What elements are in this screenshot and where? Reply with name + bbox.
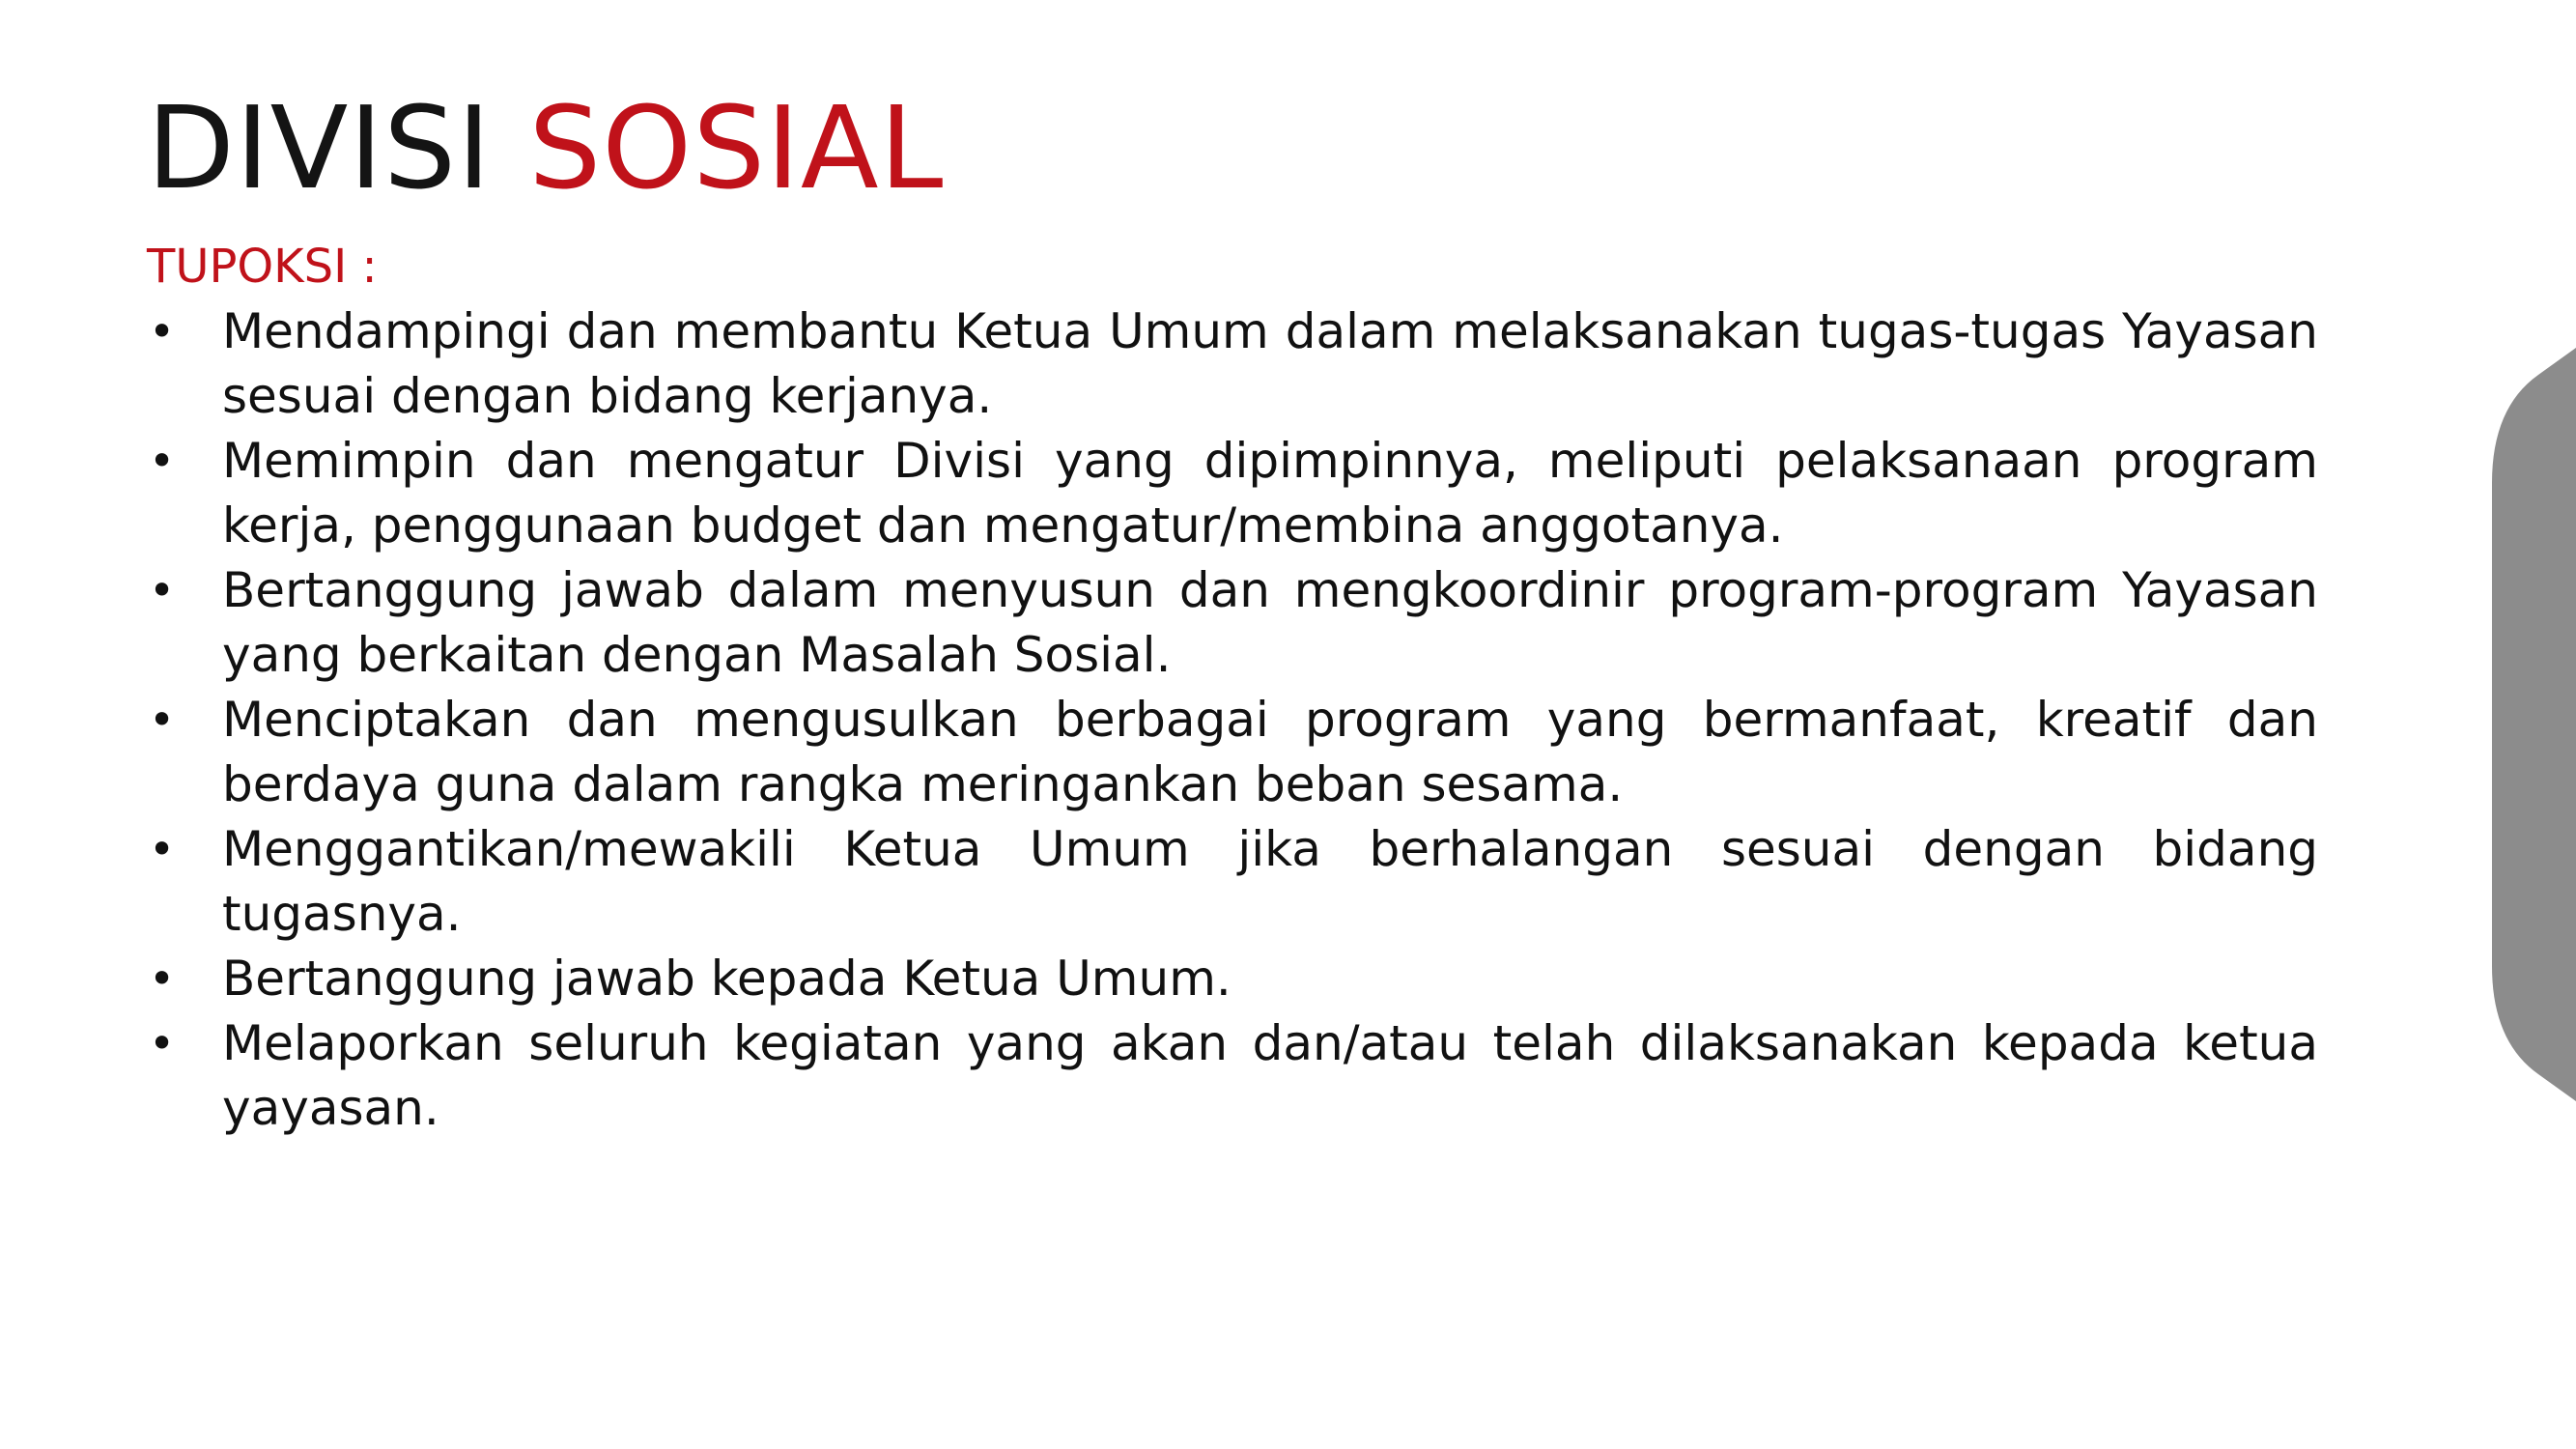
bullet-icon: • xyxy=(149,952,176,1005)
bullet-icon: • xyxy=(149,564,176,616)
side-decoration-tab xyxy=(2490,348,2576,1101)
duties-list xyxy=(147,299,2318,1141)
list-item xyxy=(147,688,2318,817)
list-item xyxy=(147,299,2318,429)
title-word-sosial: SOSIAL xyxy=(528,81,945,214)
list-item xyxy=(147,1011,2318,1141)
duty-text: Menciptakan dan mengusulkan berbagai program yang bermanfaat, kreatif dan berdaya guna dalam rangka meringankan beban sesama. xyxy=(222,692,2318,812)
bullet-icon: • xyxy=(149,694,176,746)
bullet-icon: • xyxy=(149,435,176,487)
side-tab-shape xyxy=(2490,348,2576,1101)
bullet-icon: • xyxy=(149,823,176,875)
title-word-divisi: DIVISI xyxy=(147,81,492,214)
duty-text: Menggantikan/mewakili Ketua Umum jika berhalangan sesuai dengan bidang tugasnya. xyxy=(222,821,2318,942)
duty-text: Bertanggung jawab dalam menyusun dan mengkoordinir program-program Yayasan yang berkaitan dengan Masalah Sosial. xyxy=(222,562,2318,683)
bullet-icon: • xyxy=(149,1017,176,1069)
list-item xyxy=(147,558,2318,688)
list-item xyxy=(147,817,2318,947)
list-item xyxy=(147,429,2318,558)
section-label-tupoksi: TUPOKSI : xyxy=(147,240,378,294)
list-item xyxy=(147,947,2318,1011)
slide-title xyxy=(147,75,944,220)
duty-text: Bertanggung jawab kepada Ketua Umum. xyxy=(222,951,1231,1007)
duty-text: Melaporkan seluruh kegiatan yang akan dan/atau telah dilaksanakan kepada ketua yayasan. xyxy=(222,1015,2318,1136)
duty-text: Memimpin dan mengatur Divisi yang dipimpinnya, meliputi pelaksanaan program kerja, penggunaan budget dan mengatur/membina anggotanya. xyxy=(222,433,2318,554)
bullet-icon: • xyxy=(149,305,176,357)
duty-text: Mendampingi dan membantu Ketua Umum dalam melaksanakan tugas-tugas Yayasan sesuai dengan bidang kerjanya. xyxy=(222,303,2318,424)
